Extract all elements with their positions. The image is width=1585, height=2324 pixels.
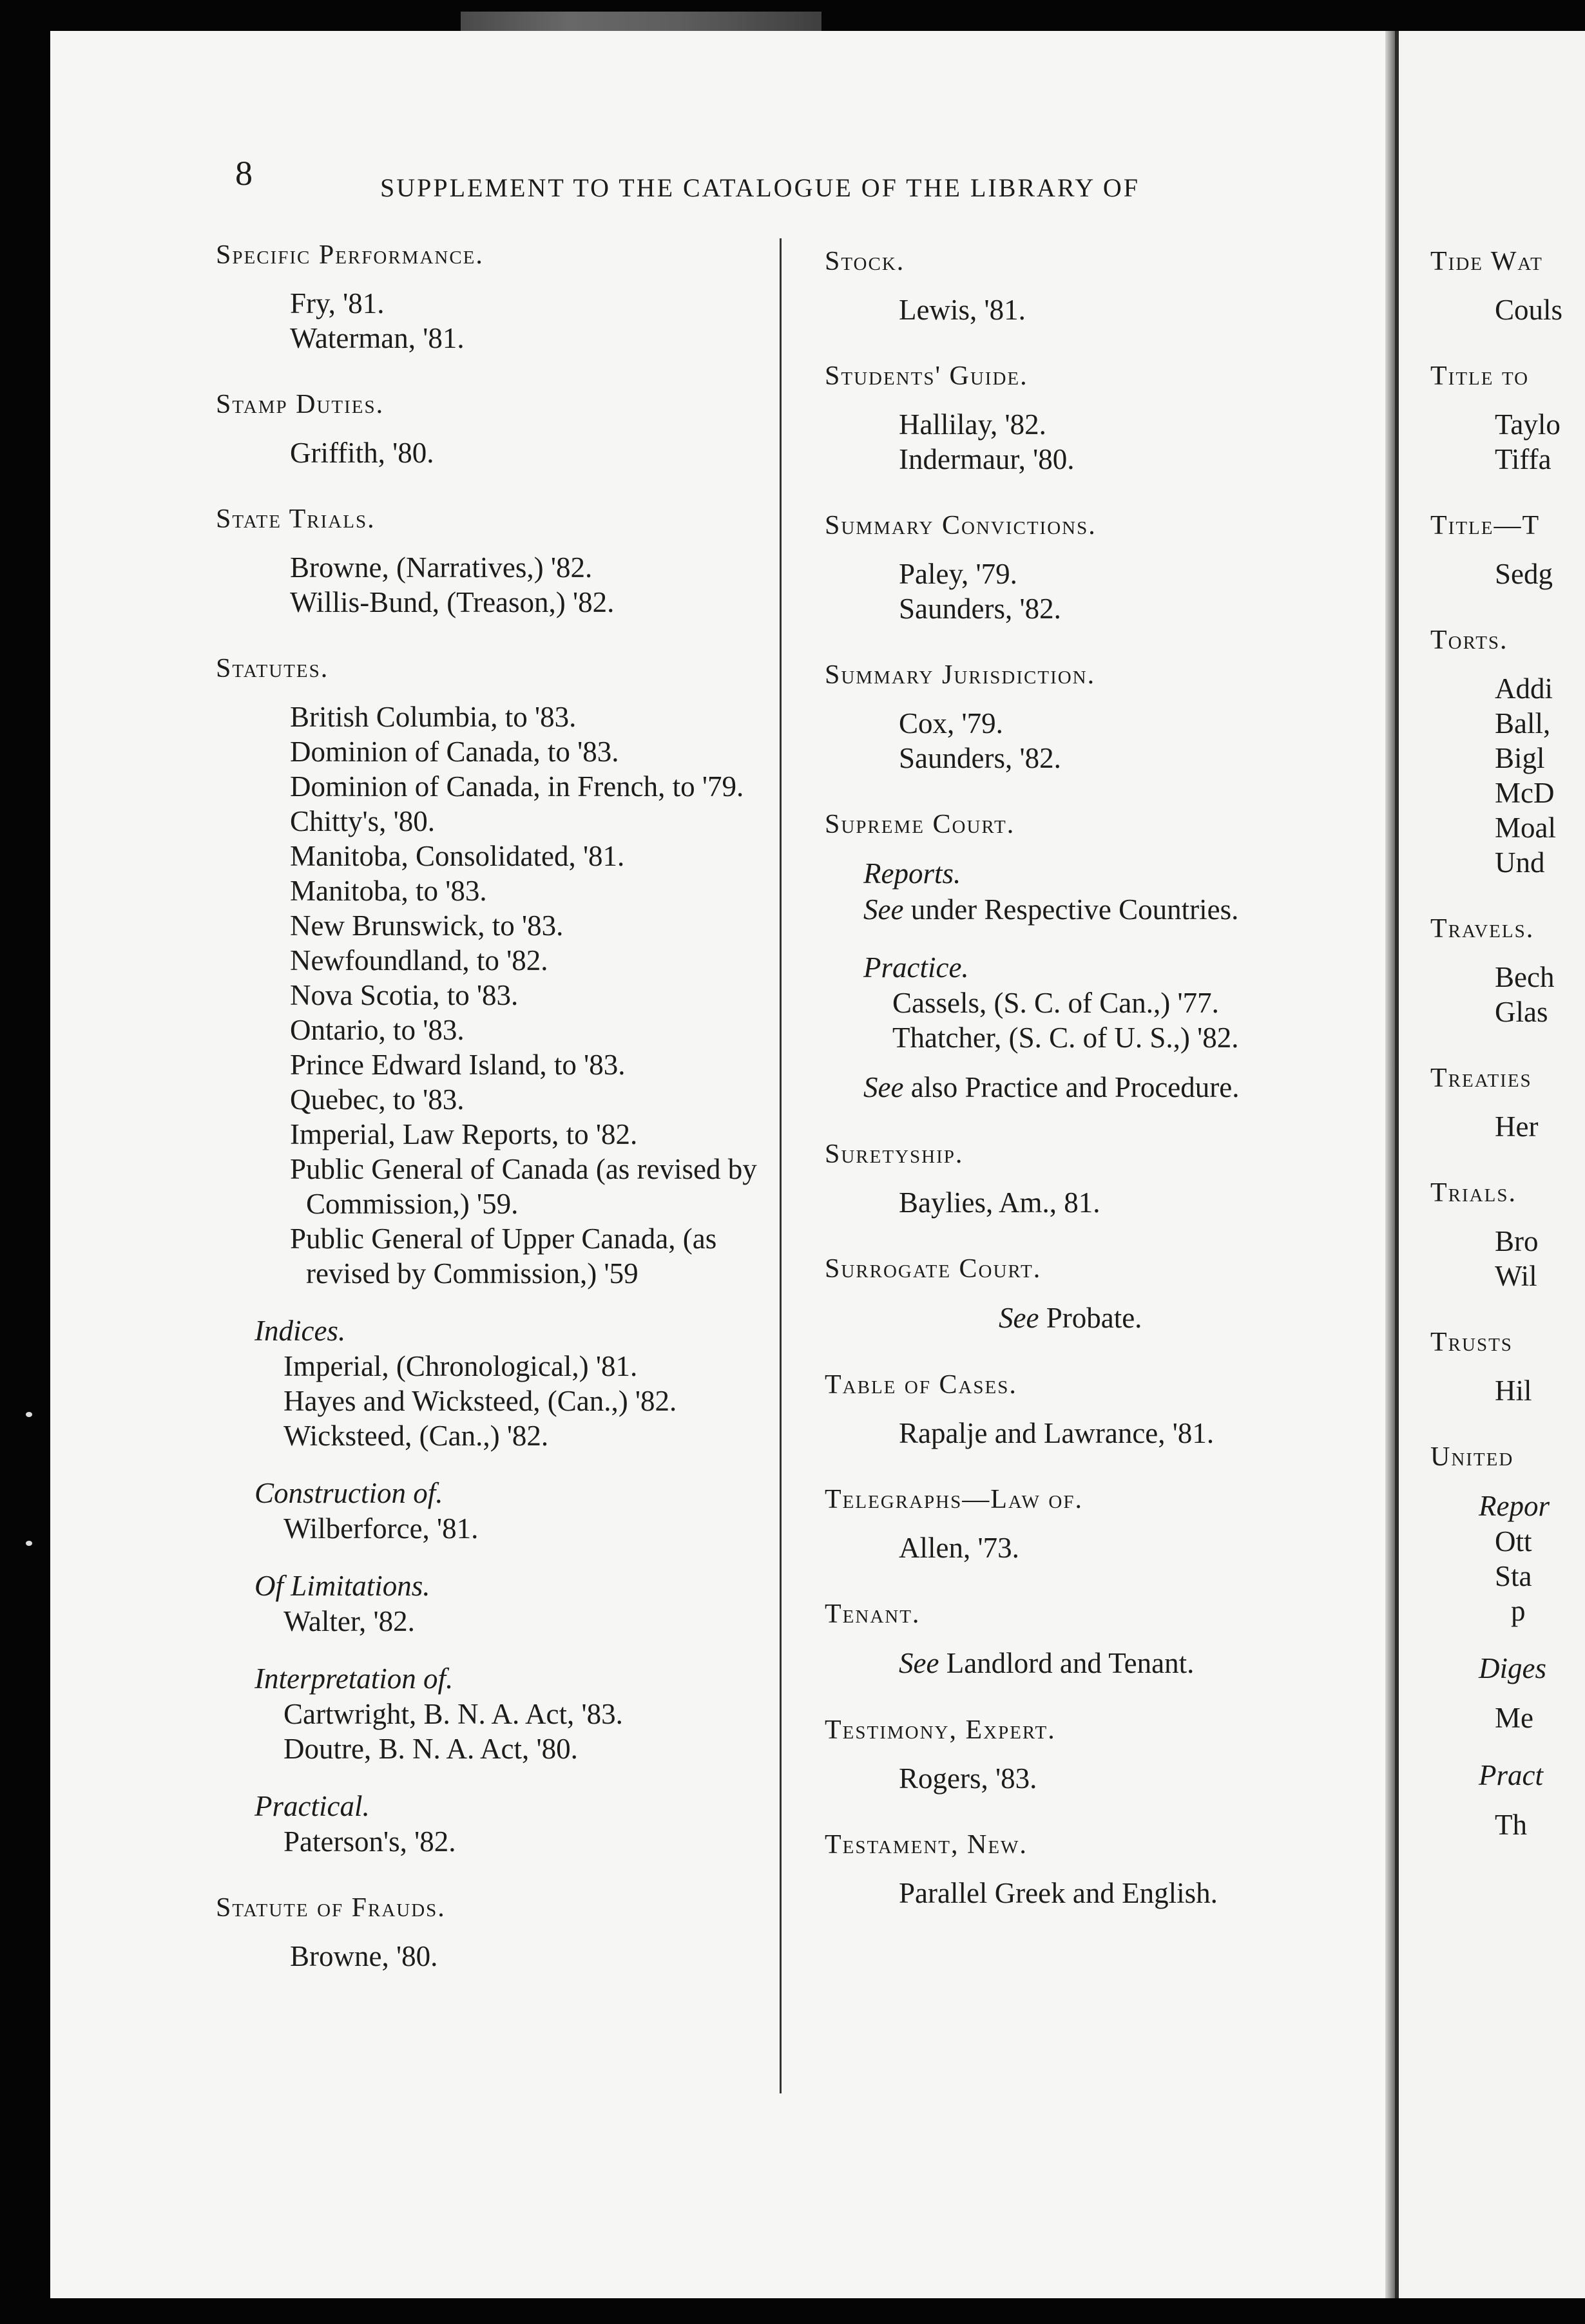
entry: Prince Edward Island, to '83. <box>290 1049 626 1081</box>
running-title: SUPPLEMENT TO THE CATALOGUE OF THE LIBRARY OF <box>380 173 1140 202</box>
index-subsection <box>216 1661 764 1766</box>
entry: McD <box>1495 777 1555 809</box>
entry: Saunders, '82. <box>899 593 1061 625</box>
index-section <box>216 1891 764 1974</box>
entry: Couls <box>1495 294 1563 326</box>
section-heading: Testament, New. <box>825 1830 1028 1860</box>
subsection-heading: Pract <box>1479 1759 1543 1791</box>
entry: Manitoba, to '83. <box>290 875 487 907</box>
see-word: See <box>999 1302 1039 1334</box>
section-heading: Trials. <box>1430 1178 1517 1208</box>
section-heading: Trusts <box>1430 1328 1513 1357</box>
entry: Ontario, to '83. <box>290 1014 465 1046</box>
entry: Hallilay, '82. <box>899 408 1046 441</box>
section-heading: Table of Cases. <box>825 1370 1017 1400</box>
index-section <box>825 1597 1392 1681</box>
section-heading: Title—T <box>1430 511 1541 540</box>
index-section <box>216 652 764 1291</box>
left-column <box>216 238 764 1974</box>
entry: Und <box>1495 846 1545 879</box>
section-heading: Travels. <box>1430 914 1535 944</box>
section-heading: State Trials. <box>216 504 376 534</box>
entry: Rapalje and Lawrance, '81. <box>899 1417 1215 1449</box>
entry: Browne, '80. <box>290 1940 438 1972</box>
entry: Bro <box>1495 1225 1539 1257</box>
entry: Imperial, (Chronological,) '81. <box>283 1350 638 1382</box>
section-heading: Telegraphs—Law of. <box>825 1485 1083 1514</box>
subsection-heading: Indices. <box>255 1315 346 1347</box>
entry: Wilberforce, '81. <box>283 1512 479 1545</box>
section-heading: Stamp Duties. <box>216 390 385 419</box>
see-target: Probate. <box>1046 1302 1142 1334</box>
right-page-column <box>1430 245 1585 1842</box>
index-subsection <box>216 1568 764 1639</box>
entry: Doutre, B. N. A. Act, '80. <box>283 1733 578 1765</box>
entry: Griffith, '80. <box>290 437 434 469</box>
index-section <box>825 1138 1392 1220</box>
index-section <box>825 245 1392 327</box>
section-heading: Title to <box>1430 361 1530 391</box>
entry: Hil <box>1495 1375 1532 1407</box>
section-heading: Surrogate Court. <box>825 1254 1042 1284</box>
section-heading: Tenant. <box>825 1599 921 1629</box>
subsection-heading: Construction of. <box>255 1477 443 1509</box>
page-number: 8 <box>235 154 253 193</box>
entry: Cox, '79. <box>899 707 1003 739</box>
section-heading: Suretyship. <box>825 1139 964 1169</box>
entry: Th <box>1495 1809 1527 1841</box>
subsection-heading: Interpretation of. <box>255 1662 454 1695</box>
entry: Baylies, Am., 81. <box>899 1186 1100 1219</box>
entry: Cassels, (S. C. of Can.,) '77. <box>892 987 1219 1019</box>
entry: Waterman, '81. <box>290 322 465 354</box>
subsection-heading: Diges <box>1479 1652 1546 1684</box>
section-heading: Stock. <box>825 247 905 276</box>
section-heading: Supreme Court. <box>825 810 1015 839</box>
section-heading: Testimony, Expert. <box>825 1715 1056 1745</box>
entry: Cartwright, B. N. A. Act, '83. <box>283 1698 623 1730</box>
entry: Willis-Bund, (Treason,) '82. <box>290 586 615 618</box>
entry: Nova Scotia, to '83. <box>290 979 519 1011</box>
index-subsection <box>216 1313 764 1453</box>
section-heading: United <box>1430 1442 1514 1472</box>
entry: Taylo <box>1495 408 1561 441</box>
entry: Glas <box>1495 996 1548 1028</box>
entry: Hayes and Wicksteed, (Can.,) '82. <box>283 1385 677 1417</box>
index-section <box>825 1828 1392 1910</box>
see-reference <box>825 891 1392 928</box>
see-reference <box>825 1645 1392 1681</box>
entry: Rogers, '83. <box>899 1762 1037 1795</box>
subsection-heading: Of Limitations. <box>255 1570 430 1602</box>
entry: Imperial, Law Reports, to '82. <box>290 1118 638 1150</box>
index-subsection <box>825 949 1392 1105</box>
column-divider <box>780 238 782 2093</box>
entry: Public General of Canada (as revised by Commission,) '59. <box>290 1153 757 1220</box>
index-section <box>216 238 764 356</box>
entry: Addi <box>1495 672 1553 705</box>
entry: Her <box>1495 1110 1539 1143</box>
entry: Sedg <box>1495 558 1553 590</box>
see-word: See <box>863 1071 904 1103</box>
entry: Thatcher, (S. C. of U. S.,) '82. <box>892 1022 1239 1054</box>
index-section <box>825 658 1392 776</box>
section-heading: Treaties <box>1430 1063 1532 1093</box>
entry: Paterson's, '82. <box>283 1825 456 1858</box>
index-section <box>825 808 1392 928</box>
index-section <box>825 509 1392 626</box>
entry: British Columbia, to '83. <box>290 701 577 733</box>
entry: Paley, '79. <box>899 558 1017 590</box>
index-section <box>825 1483 1392 1565</box>
scan-speck <box>26 1412 32 1417</box>
entry: Ball, <box>1495 707 1551 739</box>
entry: Wil <box>1495 1260 1537 1292</box>
index-subsection <box>216 1788 764 1859</box>
entry: Quebec, to '83. <box>290 1083 465 1116</box>
entry: Dominion of Canada, in French, to '79. <box>290 770 744 803</box>
entry: Saunders, '82. <box>899 742 1061 774</box>
section-heading: Summary Jurisdiction. <box>825 660 1096 690</box>
section-heading: Statutes. <box>216 654 329 683</box>
subsection-heading: Practice. <box>863 951 969 984</box>
section-heading: Tide Wat <box>1430 247 1543 276</box>
index-section <box>825 1368 1392 1451</box>
index-section <box>825 1252 1392 1336</box>
entry: Public General of Upper Canada, (as revised by Commission,) '59 <box>290 1223 717 1290</box>
entry: Walter, '82. <box>283 1605 415 1637</box>
see-reference <box>825 1300 1392 1336</box>
entry: Tiffa <box>1495 443 1551 475</box>
see-target: also Practice and Procedure. <box>910 1071 1240 1103</box>
index-section <box>825 359 1392 477</box>
entry: Lewis, '81. <box>899 294 1026 326</box>
index-subsection <box>216 1475 764 1546</box>
entry: Dominion of Canada, to '83. <box>290 736 619 768</box>
see-word: See <box>863 893 904 926</box>
subsection-heading: Reports. <box>863 857 961 890</box>
entry: Bech <box>1495 961 1555 993</box>
entry: Parallel Greek and English. <box>899 1877 1218 1909</box>
entry: p <box>1511 1595 1526 1627</box>
entry: Browne, (Narratives,) '82. <box>290 551 593 584</box>
entry: Ott <box>1495 1525 1532 1557</box>
see-word: See <box>899 1647 939 1679</box>
entry: Wicksteed, (Can.,) '82. <box>283 1420 549 1452</box>
scan-edge-strip <box>461 12 821 31</box>
entry: Indermaur, '80. <box>899 443 1075 475</box>
subsection-heading: Repor <box>1479 1490 1550 1522</box>
subsection-heading: Practical. <box>255 1790 370 1822</box>
section-heading: Students' Guide. <box>825 361 1028 391</box>
section-heading: Specific Performance. <box>216 240 484 270</box>
middle-column <box>825 245 1392 1910</box>
entry: Fry, '81. <box>290 287 385 319</box>
index-section <box>216 388 764 470</box>
section-heading: Statute of Frauds. <box>216 1893 446 1923</box>
section-heading: Torts. <box>1430 625 1508 655</box>
see-target: Landlord and Tenant. <box>946 1647 1195 1679</box>
see-reference <box>825 1069 1392 1105</box>
entry: Bigl <box>1495 742 1545 774</box>
index-section <box>825 1713 1392 1796</box>
entry: Allen, '73. <box>899 1532 1019 1564</box>
entry: Chitty's, '80. <box>290 805 435 837</box>
entry: Me <box>1495 1702 1533 1734</box>
entry: Sta <box>1495 1560 1532 1592</box>
see-target: under Respective Countries. <box>910 893 1239 926</box>
entry: Newfoundland, to '82. <box>290 944 548 976</box>
entry: New Brunswick, to '83. <box>290 910 564 942</box>
entry: Moal <box>1495 812 1556 844</box>
scan-speck <box>26 1541 32 1546</box>
index-section <box>216 502 764 620</box>
entry: Manitoba, Consolidated, '81. <box>290 840 625 872</box>
section-heading: Summary Convictions. <box>825 511 1097 540</box>
